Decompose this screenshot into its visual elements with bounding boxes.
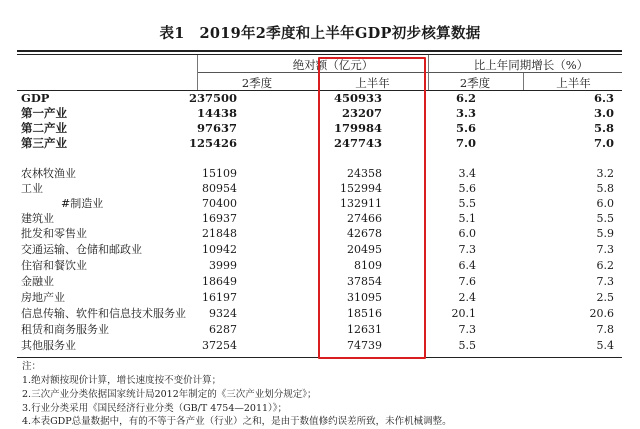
cell-q2: 16197 xyxy=(202,291,237,304)
row-label: 交通运输、仓储和邮政业 xyxy=(21,243,142,256)
cell-q2: 10942 xyxy=(202,243,237,256)
row-label: 第三产业 xyxy=(21,136,67,150)
cell-h1-growth: 3.2 xyxy=(596,167,614,180)
row-label: 工业 xyxy=(21,182,43,195)
cell-h1-growth: 6.0 xyxy=(596,197,614,210)
cell-q2: 97637 xyxy=(196,121,237,135)
table-top-rule-thin xyxy=(17,54,622,55)
header-col-q2-growth: 2季度 xyxy=(459,76,491,90)
cell-q2-growth: 5.6 xyxy=(458,182,476,195)
cell-q2: 237500 xyxy=(188,91,237,105)
cell-h1: 74739 xyxy=(347,339,382,352)
cell-q2-growth: 7.3 xyxy=(458,323,476,336)
table-top-rule xyxy=(17,50,622,52)
cell-q2-growth: 20.1 xyxy=(451,307,476,320)
row-label: 建筑业 xyxy=(21,212,54,225)
cell-q2: 125426 xyxy=(188,136,237,150)
row-label: 房地产业 xyxy=(21,291,65,304)
cell-h1: 12631 xyxy=(347,323,382,336)
cell-q2: 21848 xyxy=(202,227,237,240)
cell-h1-growth: 3.0 xyxy=(593,106,614,120)
cell-h1-growth: 7.8 xyxy=(596,323,614,336)
row-label: 金融业 xyxy=(21,275,54,288)
cell-q2-growth: 3.3 xyxy=(455,106,476,120)
cell-q2-growth: 5.6 xyxy=(455,121,476,135)
cell-q2-growth: 6.4 xyxy=(458,259,476,272)
cell-h1: 18516 xyxy=(347,307,382,320)
cell-q2-growth: 5.5 xyxy=(458,197,476,210)
note-line: 1.绝对额按现价计算，增长速度按不变价计算； xyxy=(22,375,222,386)
cell-q2-growth: 7.3 xyxy=(458,243,476,256)
cell-q2-growth: 6.2 xyxy=(455,91,476,105)
cell-q2: 15109 xyxy=(202,167,237,180)
cell-h1-growth: 6.2 xyxy=(596,259,614,272)
row-label: 住宿和餐饮业 xyxy=(21,259,87,272)
cell-h1-growth: 6.3 xyxy=(593,91,614,105)
cell-h1-growth: 5.5 xyxy=(596,212,614,225)
header-growth-rate: 比上年同期增长（%） xyxy=(473,58,589,72)
header-col-q2: 2季度 xyxy=(241,76,273,90)
cell-h1-growth: 7.3 xyxy=(596,243,614,256)
cell-q2: 16937 xyxy=(202,212,237,225)
cell-h1: 42678 xyxy=(347,227,382,240)
notes-label: 注： xyxy=(22,361,42,372)
note-line: 2.三次产业分类依据国家统计局2012年制定的《三次产业划分规定》； xyxy=(22,389,317,400)
cell-h1: 20495 xyxy=(347,243,382,256)
cell-h1-growth: 5.9 xyxy=(596,227,614,240)
cell-q2: 6287 xyxy=(209,323,237,336)
header-divider xyxy=(523,73,524,90)
header-absolute-value: 绝对额（亿元） xyxy=(292,58,374,72)
cell-h1-growth: 7.3 xyxy=(596,275,614,288)
cell-h1: 247743 xyxy=(333,136,382,150)
cell-q2-growth: 5.5 xyxy=(458,339,476,352)
cell-q2: 14438 xyxy=(196,106,237,120)
row-label: #制造业 xyxy=(61,197,104,210)
cell-h1: 132911 xyxy=(340,197,382,210)
cell-q2: 9324 xyxy=(209,307,237,320)
cell-h1: 450933 xyxy=(333,91,382,105)
cell-h1: 27466 xyxy=(347,212,382,225)
cell-q2: 70400 xyxy=(202,197,237,210)
cell-h1-growth: 20.6 xyxy=(589,307,614,320)
cell-q2: 18649 xyxy=(202,275,237,288)
cell-h1-growth: 5.8 xyxy=(596,182,614,195)
row-label: 批发和零售业 xyxy=(21,227,87,240)
row-label: 其他服务业 xyxy=(21,339,76,352)
cell-h1: 179984 xyxy=(333,121,382,135)
cell-h1-growth: 2.5 xyxy=(596,291,614,304)
cell-h1-growth: 5.4 xyxy=(596,339,614,352)
cell-q2-growth: 3.4 xyxy=(458,167,476,180)
header-divider xyxy=(428,55,429,90)
header-divider xyxy=(197,55,198,90)
cell-q2: 3999 xyxy=(209,259,237,272)
cell-h1-growth: 5.8 xyxy=(593,121,614,135)
row-label: 农林牧渔业 xyxy=(21,167,76,180)
cell-h1: 8109 xyxy=(354,259,382,272)
row-label: 信息传输、软件和信息技术服务业 xyxy=(21,307,186,320)
cell-h1: 152994 xyxy=(340,182,382,195)
cell-q2: 37254 xyxy=(202,339,237,352)
cell-q2-growth: 7.6 xyxy=(458,275,476,288)
cell-h1: 23207 xyxy=(341,106,382,120)
cell-q2-growth: 7.0 xyxy=(455,136,476,150)
note-line: 4.本表GDP总量数据中，有的不等于各产业（行业）之和，是由于数值修约误差所致，未作机械调整。 xyxy=(22,416,452,427)
row-label: 第二产业 xyxy=(21,121,67,135)
row-label: GDP xyxy=(21,91,50,105)
header-col-h1-growth: 上半年 xyxy=(556,76,591,90)
cell-h1: 24358 xyxy=(347,167,382,180)
cell-q2-growth: 5.1 xyxy=(458,212,476,225)
note-line: 3.行业分类采用《国民经济行业分类（GB/T 4754—2011）》； xyxy=(22,403,288,414)
row-label: 第一产业 xyxy=(21,106,67,120)
table-title: 表1 2019年2季度和上半年GDP初步核算数据 xyxy=(159,25,481,42)
cell-h1: 31095 xyxy=(347,291,382,304)
cell-q2: 80954 xyxy=(202,182,237,195)
cell-q2-growth: 6.0 xyxy=(458,227,476,240)
cell-q2-growth: 2.4 xyxy=(458,291,476,304)
cell-h1: 37854 xyxy=(347,275,382,288)
row-label: 租赁和商务服务业 xyxy=(21,323,109,336)
cell-h1-growth: 7.0 xyxy=(593,136,614,150)
h1-column-highlight xyxy=(318,57,426,359)
header-col-h1: 上半年 xyxy=(355,76,390,90)
